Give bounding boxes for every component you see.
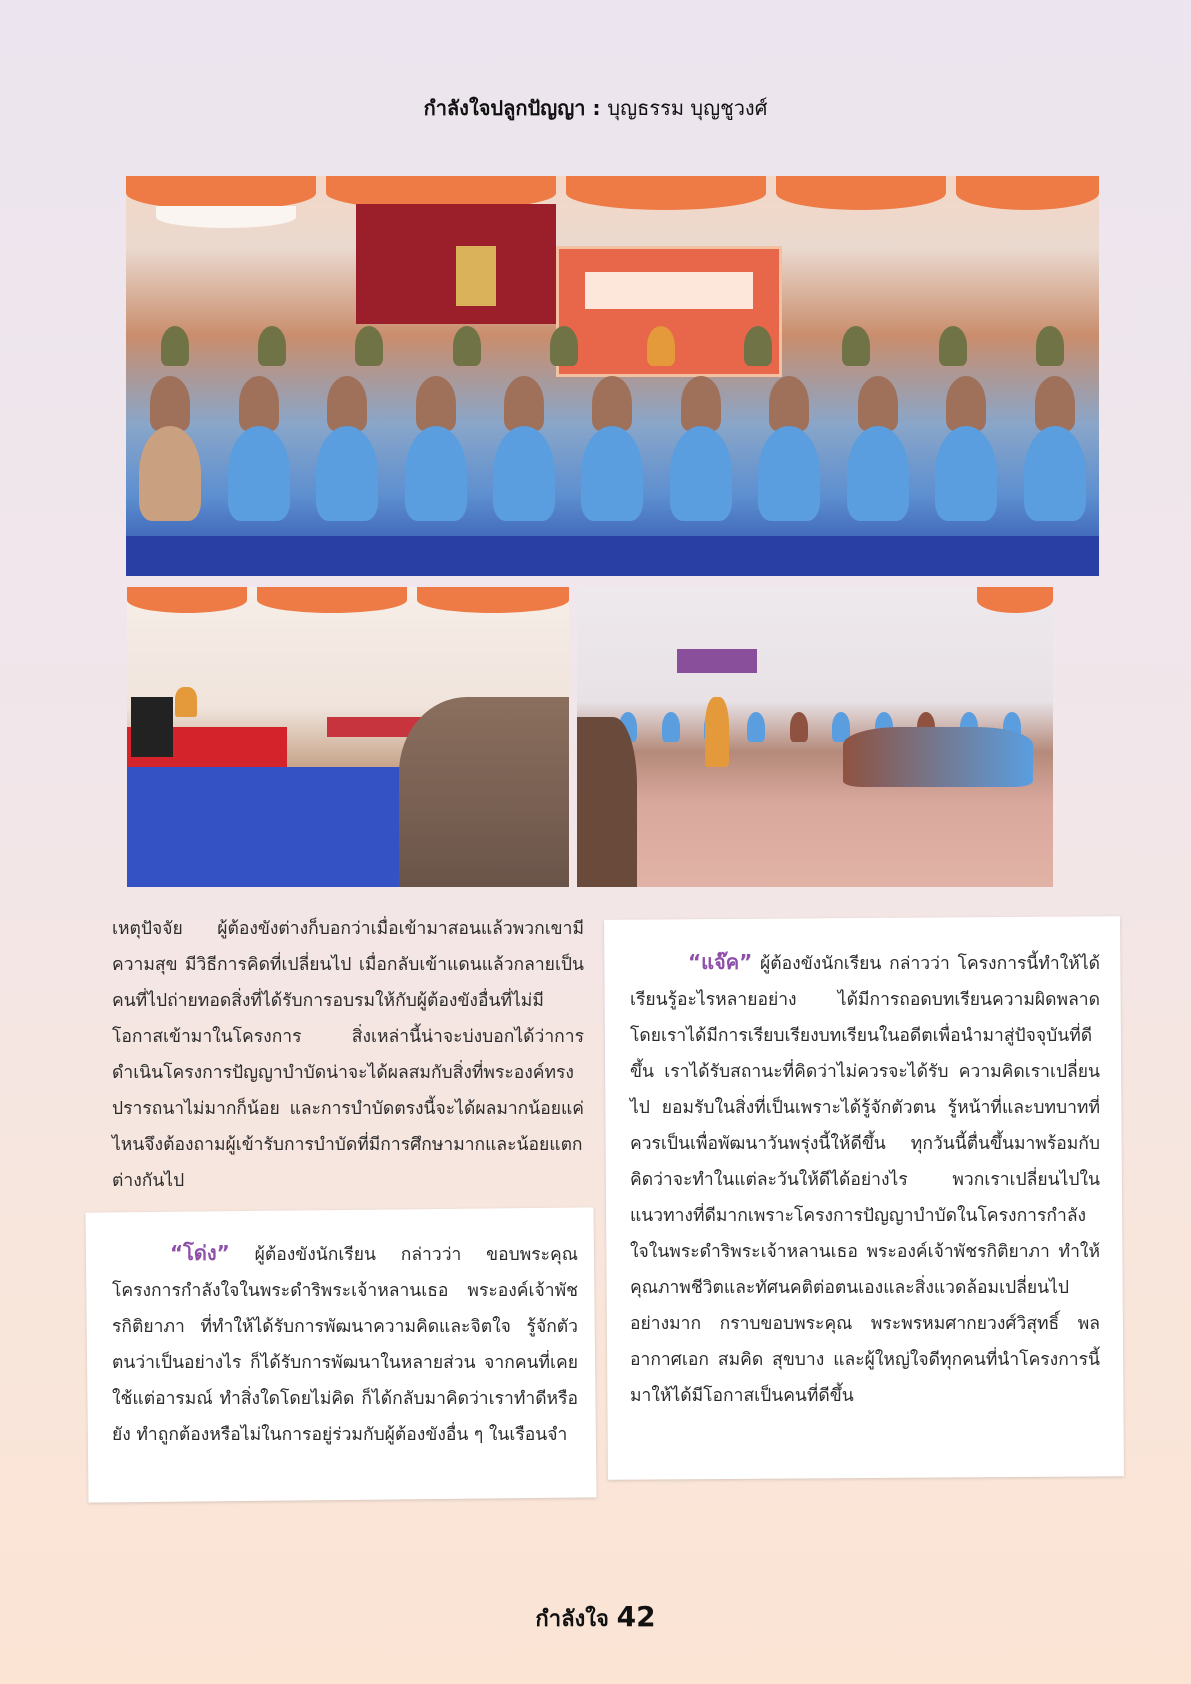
page-header xyxy=(0,92,1191,124)
blue-floor xyxy=(126,536,1099,576)
seated-row xyxy=(126,376,1099,431)
drape xyxy=(156,206,296,228)
podium xyxy=(131,697,173,757)
quote-text-dong: ผู้ต้องขังนักเรียน กล่าวว่า ขอบพระคุณโครงการกำลังใจในพระดำริพระเจ้าหลานเธอ พระองค์เจ้าพัชรกิติยาภา ที่ทำให้ได้รับการพัฒนาความคิดและจิตใจ รู้จักตัวตนว่าเป็นอย่างไร ก็ได้รับการพัฒนาในหลายส่วน จากคนที่เคยใช้แต่อารมณ์ ทำสิ่งใดโดยไม่คิด ก็ได้กลับมาคิดว่าเราทำดีหรือยัง ทำถูกต้องหรือไม่ในการอยู่ร่วมกับผู้ต้องขังอื่น ๆ ในเรือนจำ xyxy=(112,1245,578,1445)
page-footer xyxy=(0,1600,1191,1636)
drape xyxy=(566,176,766,210)
drape xyxy=(776,176,946,210)
drape xyxy=(956,176,1099,210)
drape xyxy=(257,587,407,613)
quote-text-jack: ผู้ต้องขังนักเรียน กล่าวว่า โครงการนี้ทำให้ได้เรียนรู้อะไรหลายอย่าง ได้มีการถอดบทเรียนความผิดพลาด โดยเราได้มีการเรียบเรียงบทเรียนในอดีตเพื่อนำมาสู่ปัจจุบันที่ดีขึ้น เราได้รับสถานะที่คิดว่าไม่ควรจะได้รับ ความคิดเราเปลี่ยนไป ยอมรับในสิ่งที่เป็นเพราะได้รู้จักตัวตน รู้หน้าที่และบทบาทที่ควรเป็นเพื่อพัฒนาวันพรุ่งนี้ให้ดีขึ้น ทุกวันนี้ตื่นขึ้นมาพร้อมกับคิดว่าจะทำในแต่ละวันให้ดีได้อย่างไร พวกเราเปลี่ยนไปในแนวทางที่ดีมากเพราะโครงการปัญญาบำบัดในโครงการกำลังใจในพระดำริพระเจ้าหลานเธอ พระองค์เจ้าพัชรกิติยาภา ทำให้คุณภาพชีวิตและทัศนคติต่อตนเองและสิ่งแวดล้อมเปลี่ยนไปอย่างมาก กราบขอบพระคุณ พระพรหมศากยวงศ์วิสุทธิ์ พลอากาศเอก สมคิด สุขบาง และผู้ใหญ่ใจดีทุกคนที่นำโครงการนี้มาให้ได้มีโอกาสเป็นคนที่ดีขึ้น xyxy=(630,954,1100,1406)
column-title: กำลังใจปลูกปัญญา : xyxy=(423,96,601,120)
seated-audience xyxy=(399,697,569,887)
monk-figure xyxy=(175,687,197,717)
group-photo xyxy=(126,176,1099,576)
page-number: 42 xyxy=(616,1600,656,1633)
wall-banner xyxy=(677,649,757,673)
drape xyxy=(417,587,569,613)
front-row xyxy=(126,426,1099,521)
quote-name-dong: “โด่ง” xyxy=(170,1241,230,1265)
circle-photo xyxy=(577,587,1053,887)
intro-paragraph: เหตุปัจจัย ผู้ต้องขังต่างก็บอกว่าเมื่อเข้ามาสอนแล้วพวกเขามีความสุข มีวิธีการคิดที่เปลี่ยนไป เมื่อกลับเข้าแดนแล้วกลายเป็นคนที่ไปถ่ายทอดสิ่งที่ได้รับการอบรมให้กับผู้ต้องขังอื่นที่ไม่มีโอกาสเข้ามาในโครงการ สิ่งเหล่านี้น่าจะบ่งบอกได้ว่าการดำเนินโครงการปัญญาบำบัดน่าจะได้ผลสมกับสิ่งที่พระองค์ทรงปรารถนาไม่มากก็น้อย และการบำบัดตรงนี้จะได้ผลมากน้อยแค่ไหนจึงต้องถามผู้เข้ารับการบำบัดที่มีการศึกษามากและน้อยแตกต่างกันไป xyxy=(112,919,584,1191)
seated-group xyxy=(843,727,1033,787)
drape xyxy=(126,176,316,210)
magazine-name: กำลังใจ xyxy=(535,1607,609,1632)
drape xyxy=(127,587,247,613)
monk-figure xyxy=(705,697,729,767)
portrait-frame xyxy=(456,246,496,306)
hall-photo xyxy=(127,587,569,887)
foreground-person xyxy=(577,717,637,887)
quote-dong xyxy=(112,1235,578,1453)
drape xyxy=(977,587,1053,613)
standing-row xyxy=(126,326,1099,366)
quote-jack xyxy=(630,944,1100,1414)
author-name: บุญธรรม บุญชูวงศ์ xyxy=(607,96,768,120)
quote-name-jack: “แจ๊ค” xyxy=(688,950,753,974)
